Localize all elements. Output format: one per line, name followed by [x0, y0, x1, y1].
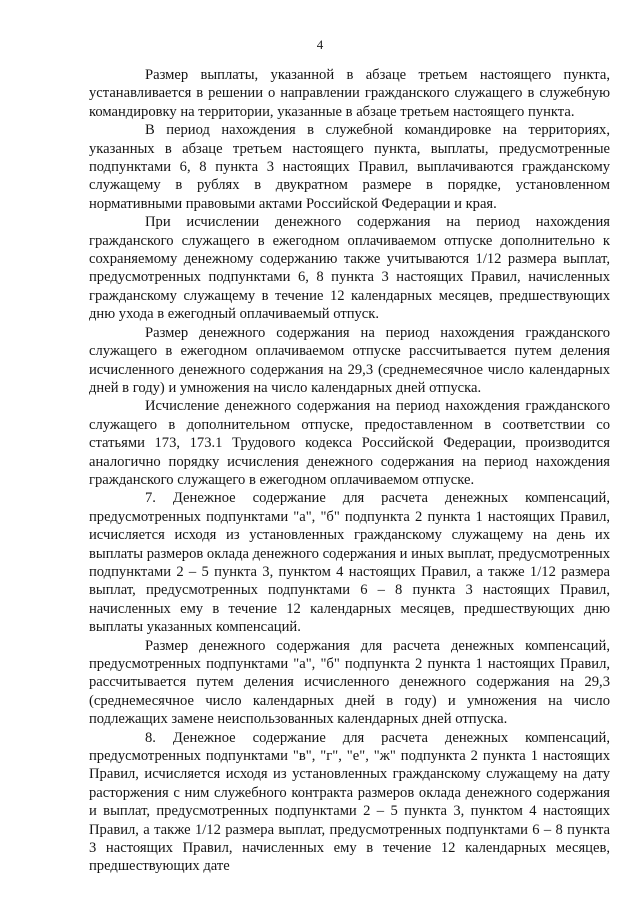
page-number: 4: [316, 37, 324, 52]
paragraph-item-7: 7. Денежное содержание для расчета денежных компенсаций, предусмотренных подпунктами "а", "б" подпункта 2 пункта 1 настоящих Правил, исчисляется исходя из установленных гражданскому служащему на день их выплаты размеров оклада денежного содержания и иных выплат, предусмотренных подпунктами 2 – 5 пункта 3, пунктом 4 настоящих Правил, а также 1/12 размера выплат, предусмотренных подпунктами 6 – 8 пункта 3 настоящих Правил, начисленных ему в течение 12 календарных месяцев, предшествующих дню выплаты указанных компенсаций.: [89, 490, 610, 636]
paragraph-annual-leave-amount: Размер денежного содержания на период нахождения гражданского служащего в ежегодном оплачиваемом отпуске рассчитывается путем деления исчисленного денежного содержания на 29,3 (среднемесячное число календарных дней в году) и умножения на число календарных дней отпуска.: [89, 324, 610, 396]
paragraph-payment-size: Размер выплаты, указанной в абзаце третьем настоящего пункта, устанавливается в решении о направлении гражданского служащего в служебную командировку на территории, указанные в абзаце третьем настоящего пункта.: [89, 67, 610, 120]
paragraph-item-8: 8. Денежное содержание для расчета денежных компенсаций, предусмотренных подпунктами "в", "г", "е", "ж" подпункта 2 пункта 1 настоящих Правил, исчисляется исходя из установленных гражданскому служащему на дату расторжения с ним служебного контракта размеров оклада денежного содержания и выплат, предусмотренных подпунктами 2 – 5 пункта 3, пунктом 4 настоящих Правил, а также 1/12 размера выплат, предусмотренных подпунктами 6 – 8 пункта 3 настоящих Правил, начисленных ему в течение 12 календарных месяцев, предшествующих дате: [89, 729, 610, 875]
paragraph-annual-leave-calculation: При исчислении денежного содержания на период нахождения гражданского служащего в ежегодном оплачиваемом отпуске дополнительно к сохраняемому денежному содержанию также учитываются 1/12 размера выплат, предусмотренных подпунктами 6, 8 пункта 3 настоящих Правил, начисленных гражданскому служащему в течение 12 календарных месяцев, предшествующих дню ухода в ежегодный оплачиваемый отпуск.: [89, 214, 610, 323]
document-body: [89, 66, 610, 876]
paragraph-additional-leave: Исчисление денежного содержания на период нахождения гражданского служащего в дополнительном отпуске, предоставленном в соответствии со статьями 173, 173.1 Трудового кодекса Российской Федерации, производится аналогично порядку исчисления денежного содержания на период нахождения гражданского служащего в ежегодном оплачиваемом отпуске.: [89, 398, 610, 488]
paragraph-business-trip-payments: В период нахождения в служебной командировке на территориях, указанных в абзаце третьем настоящего пункта, выплаты, предусмотренные подпунктами 6, 8 пункта 3 настоящих Правил, выплачиваются гражданскому служащему в рублях в двукратном размере в порядке, установленном нормативными правовыми актами Российской Федерации и края.: [89, 122, 610, 212]
paragraph-compensation-amount: Размер денежного содержания для расчета денежных компенсаций, предусмотренных подпунктами "а", "б" подпункта 2 пункта 1 настоящих Правил, рассчитывается путем деления исчисленного денежного содержания на 29,3 (среднемесячное число календарных дней в году) и умножения на число подлежащих замене неиспользованных календарных дней отпуска.: [89, 637, 610, 728]
